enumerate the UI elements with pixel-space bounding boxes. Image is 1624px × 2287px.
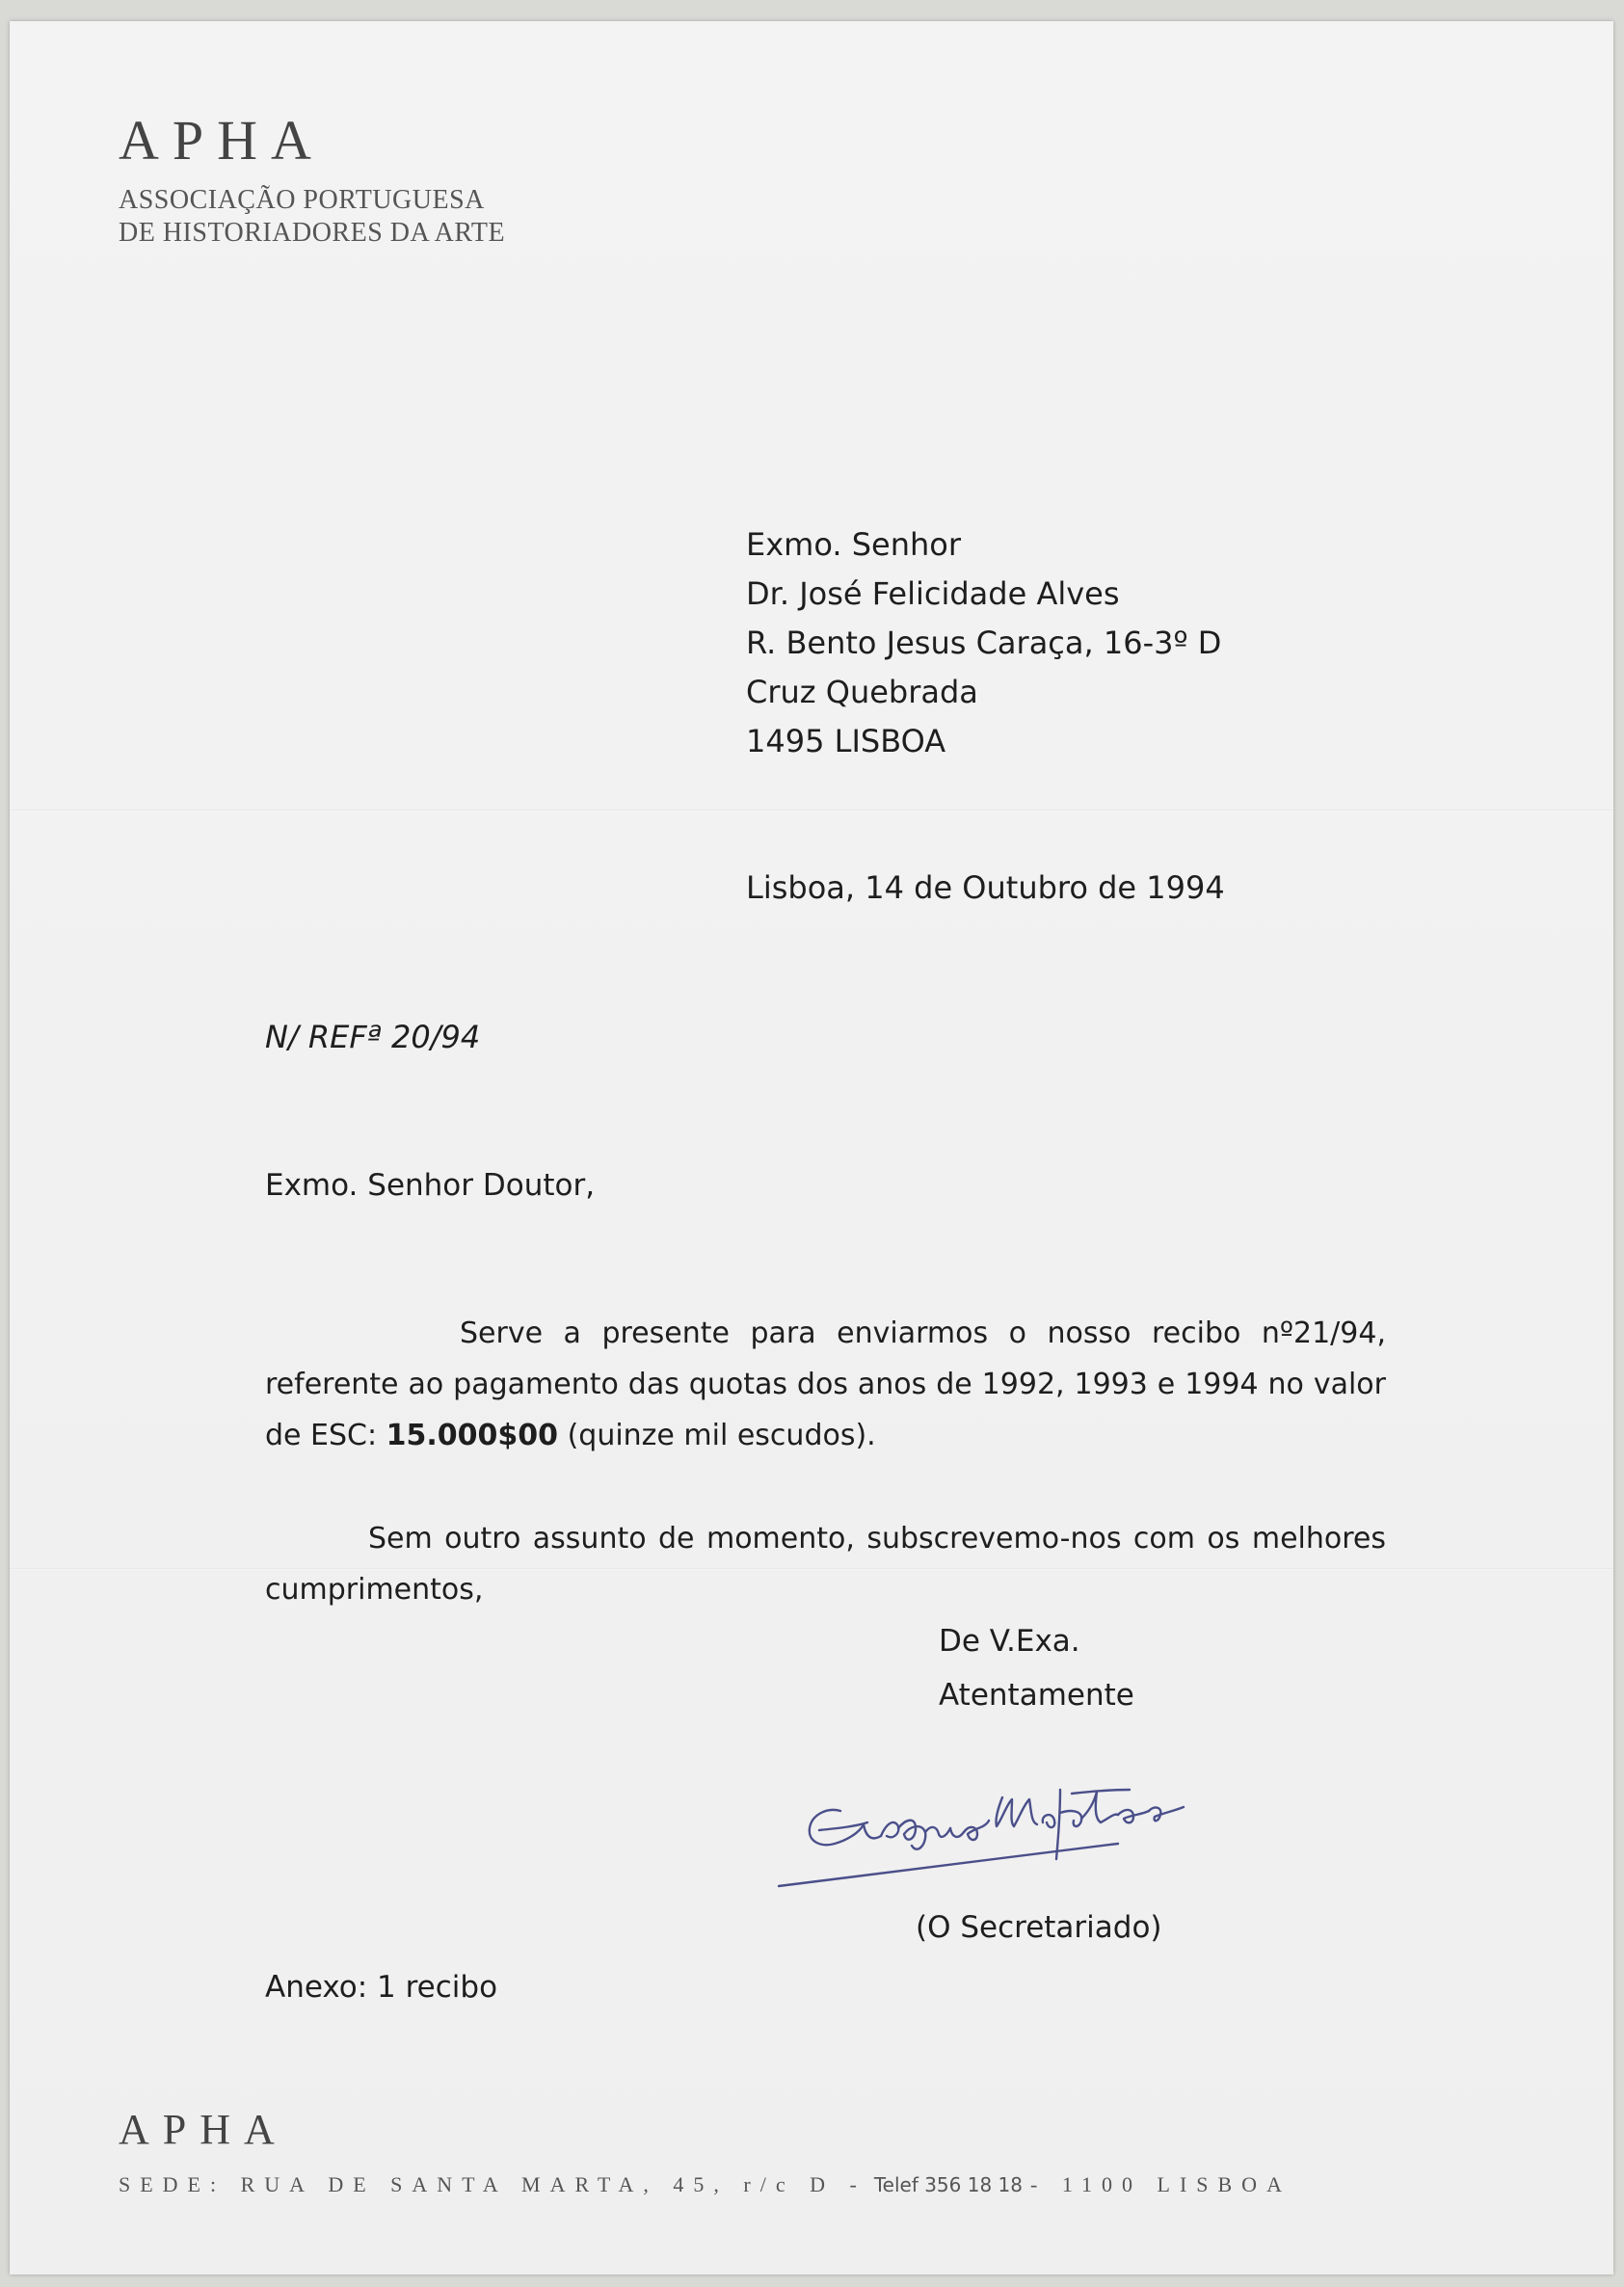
body-paragraph-1 [265,1308,1386,1461]
footer-address [119,2172,1291,2197]
letterhead-logo: APHA [119,109,325,172]
footer-logo: APHA [119,2106,288,2153]
closing-line-1: De V.Exa. [939,1624,1080,1659]
recipient-address [746,520,1221,766]
recipient-postal: 1495 LISBOA [746,723,946,759]
annex-note: Anexo: 1 recibo [265,1970,498,2005]
paragraph-2-text: Sem outro assunto de momento, subscrevemo-nos com os melhores cumprimentos, [265,1522,1386,1607]
amount: 15.000$00 [386,1419,559,1452]
amount-words: (quinze mil escudos). [558,1419,876,1452]
letter-sheet [10,21,1613,2274]
paper-fold-line [10,810,1613,811]
reference-number: N/ REFª 20/94 [265,1019,481,1055]
recipient-name: Dr. José Felicidade Alves [746,575,1120,612]
signatory-role: (O Secretariado) [916,1910,1162,1945]
recipient-street: R. Bento Jesus Caraça, 16-3º D [746,625,1222,661]
paragraph-1-text: Serve a presente para enviarmos o nosso recibo nº21/94, referente ao pagamento das quotas dos anos de 1992, 1993 e 1994 no valor de ESC: [265,1316,1386,1452]
letter-date: Lisboa, 14 de Outubro de 1994 [746,869,1225,906]
footer-address-left: SEDE: RUA DE SANTA MARTA, 45, r/c D - [119,2172,866,2196]
letterhead-line-2: DE HISTORIADORES DA ARTE [119,218,506,248]
body-paragraph-2 [265,1513,1386,1615]
footer-address-right: - 1100 LISBOA [1030,2172,1291,2196]
letterhead-line-1: ASSOCIAÇÃO PORTUGUESA [119,185,485,215]
recipient-locality: Cruz Quebrada [746,674,978,710]
closing [939,1614,1134,1722]
footer-phone: Telef 356 18 18 [873,2173,1023,2196]
handwritten-signature-icon [771,1751,1330,1901]
closing-line-2: Atentamente [939,1678,1134,1713]
salutation: Exmo. Senhor Doutor, [265,1168,596,1203]
recipient-title: Exmo. Senhor [746,526,961,563]
